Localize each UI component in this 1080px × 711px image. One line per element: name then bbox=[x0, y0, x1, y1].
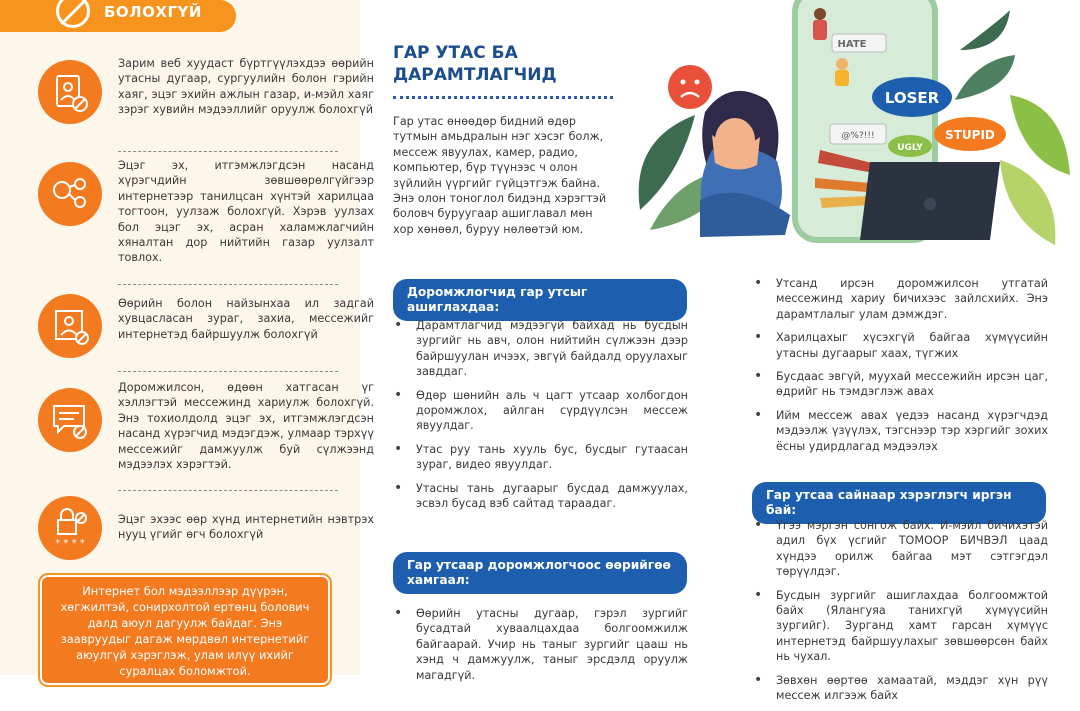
stupid-bubble-text: STUPID bbox=[945, 128, 995, 142]
sad-girl-figure bbox=[700, 91, 790, 237]
left-item-text: Эцэг эхээс өөр хүнд интернетийн нэвтрэх нууц үгийг өгч болохгүй bbox=[118, 513, 374, 542]
left-header bbox=[0, 0, 236, 32]
id-card-icon bbox=[38, 60, 102, 124]
sad-face-icon bbox=[668, 65, 712, 109]
protect-list-continued bbox=[752, 276, 1048, 462]
people-network-icon bbox=[38, 162, 102, 226]
list-item: • Утас руу тань хууль бус, бусдыг гутаасан зураг, видео явуулдаг. bbox=[392, 442, 688, 473]
list-item: • Зөвхөн өөртөө хамаатай, мэддэг хүн рүү мессеж илгээж байх bbox=[752, 673, 1048, 704]
page-title: ГАР УТАС БА ДАРАМТЛАГЧИД bbox=[393, 43, 557, 85]
list-item: • Утасны тань дугаарыг бусдад дамжуулах, эсвэл бусад вэб сайтад тараадаг. bbox=[392, 481, 688, 512]
left-item-text: Доромжилсон, өдөөн хатгасан үг хэллэгтэй мессежинд хариулж болохгүй. Энэ тохиолдолд эцэг эх, итгэмжлэгдсэн насанд хүрэгчид мэдэгдэж, улмаар тэрхүү мессежийг дамжуулж буй сүлжээнд мэдээлэх хэрэгтэй. bbox=[118, 381, 374, 472]
divider bbox=[118, 284, 338, 285]
list-item: • Бусдын зургийг ашиглахдаа болгоомжтой байх (Ялангуяа танихгүй хүмүүсийн зургийг). Зурганд хамт гарсан хүмүүс интернетэд байршуулахыг зөвшөөрсөн байх нь чухал. bbox=[752, 588, 1048, 665]
bullies-list bbox=[392, 318, 688, 519]
cyberbullying-illustration bbox=[622, 0, 1080, 248]
section-heading-good-citizen: Гар утсаа сайнаар хэрэглэгч иргэн бай: bbox=[752, 482, 1046, 524]
list-item: • Үгээ мэргэн сонгож байх. И-мэйл бичихэтэй адил бүх үсгийг ТОМООР БИЧВЭЛ цаад хүндээ орилж байгаа мэт сэтгэгдэл төрүүлдэг. bbox=[752, 518, 1048, 580]
prohibited-icon bbox=[56, 0, 90, 28]
good-citizen-list bbox=[752, 518, 1048, 711]
list-item: • Өдөр шөнийн аль ч цагт утсаар холбогдон доромжлох, айлган сүрдүүлсэн мессеж явуулдаг. bbox=[392, 388, 688, 434]
photo-block-icon bbox=[38, 294, 102, 358]
left-header-title: БОЛОХГҮЙ bbox=[104, 3, 202, 21]
left-item-text: Өөрийн болон найзынхаа ил задгай хувцасласан зураг, захиа, мессежийг интернетэд байршуулж болохгүй bbox=[118, 297, 374, 341]
list-item: • Бусдаас эвгүй, муухай мессежийн ирсэн цаг, өдрийг нь тэмдэглэж авах bbox=[752, 369, 1048, 400]
tip-box: Интернет бол мэдээллээр дүүрэн, хөгжилтэй, сонирхолтой ертөнц болович далд аюул дагуулж байдаг. Энэ заавруудыг дагаж мөрдвөл интернетийг аюулгүй хэрэглэж, улам илүү ихийг суралцах боломжтой. bbox=[40, 575, 330, 685]
dotted-divider bbox=[393, 96, 613, 99]
left-column bbox=[0, 0, 374, 678]
svg-text:* * * *: * * * * bbox=[55, 538, 85, 549]
left-item-text: Зарим веб хуудаст бүртгүүлэхдээ өөрийн утасны дугаар, сургуулийн болон гэрийн хаяг, эцэг эхийн ажлын газар, и-мэйл хаяг зэрэг хувийн мэдээллийг оруулж болохгүй bbox=[118, 57, 374, 117]
password-lock-icon bbox=[38, 496, 102, 560]
protect-list bbox=[392, 606, 688, 691]
ugly-bubble-text: UGLY bbox=[897, 143, 923, 153]
list-item: • Ийм мессеж авах үедээ насанд хүрэгчдэд мэдээлж үзүүлэх, тэгснээр тэр хэргийг зохих ёсны удирдлагад мэдээлэх bbox=[752, 408, 1048, 454]
left-item-text: Эцэг эх, итгэмжлэгдсэн насанд хүрэгчдийн зөвшөөрөлгүйгээр интернетээр танилцсан хүнтэй харилцаа тогтоон, уулзаж болохгүй. Хэрэв уулзах бол эцэг эх, асран халамжлагчийн хяналтан дор нийтийн газар уулзалт товлох. bbox=[118, 159, 374, 265]
list-item: • Дарамтлагчид мэдээгүй байхад нь бусдын зургийг нь авч, олон нийтийн сүлжээн дээр байршуулан ичээх, эвгүй байдалд оруулахыг завддаг. bbox=[392, 318, 688, 380]
symbols-bubble-text: @%?!!! bbox=[841, 131, 875, 141]
loser-bubble-text: LOSER bbox=[884, 89, 940, 107]
list-item: • Утсанд ирсэн доромжилсон утгатай мессежинд хариу бичихээс зайлсхийх. Энэ дарамтлалыг улам дэмждэг. bbox=[752, 276, 1048, 322]
list-item: • Харилцахыг хүсэхгүй байгаа хүмүүсийн утасны дугаарыг хаах, түгжих bbox=[752, 330, 1048, 361]
intro-text: Гар утас өнөөдөр бидний өдөр тутмын амьдралын нэг хэсэг болж, мессеж явуулах, камер, радио, компьютер, бүр түүнээс ч олон зүйлийн үүргийг гүйцэтгэж байна. Энэ олон тоноглол бидэнд хэрэгтэй боловч буруугаар ашиглавал мөн хор хөнөөл, буруу нөлөөтэй юм. bbox=[393, 115, 607, 236]
divider bbox=[118, 490, 338, 491]
divider bbox=[118, 371, 338, 372]
list-item: • Өөрийн утасны дугаар, гэрэл зургийг бусадтай хуваалцахдаа болгоомжилж байгаарай. Учир нь таныг зургийг цааш нь хэнд ч дамжуулж, таныг эрсдэлд оруулж магадгүй. bbox=[392, 606, 688, 683]
section-heading-protect: Гар утсаар доромжлогчоос өөрийгөө хамгаал: bbox=[393, 552, 687, 594]
message-block-icon bbox=[38, 388, 102, 452]
section-heading-bullies: Доромжлогчид гар утсыг ашиглахдаа: bbox=[393, 279, 687, 321]
hate-bubble-text: HATE bbox=[837, 39, 867, 50]
divider bbox=[118, 151, 338, 152]
